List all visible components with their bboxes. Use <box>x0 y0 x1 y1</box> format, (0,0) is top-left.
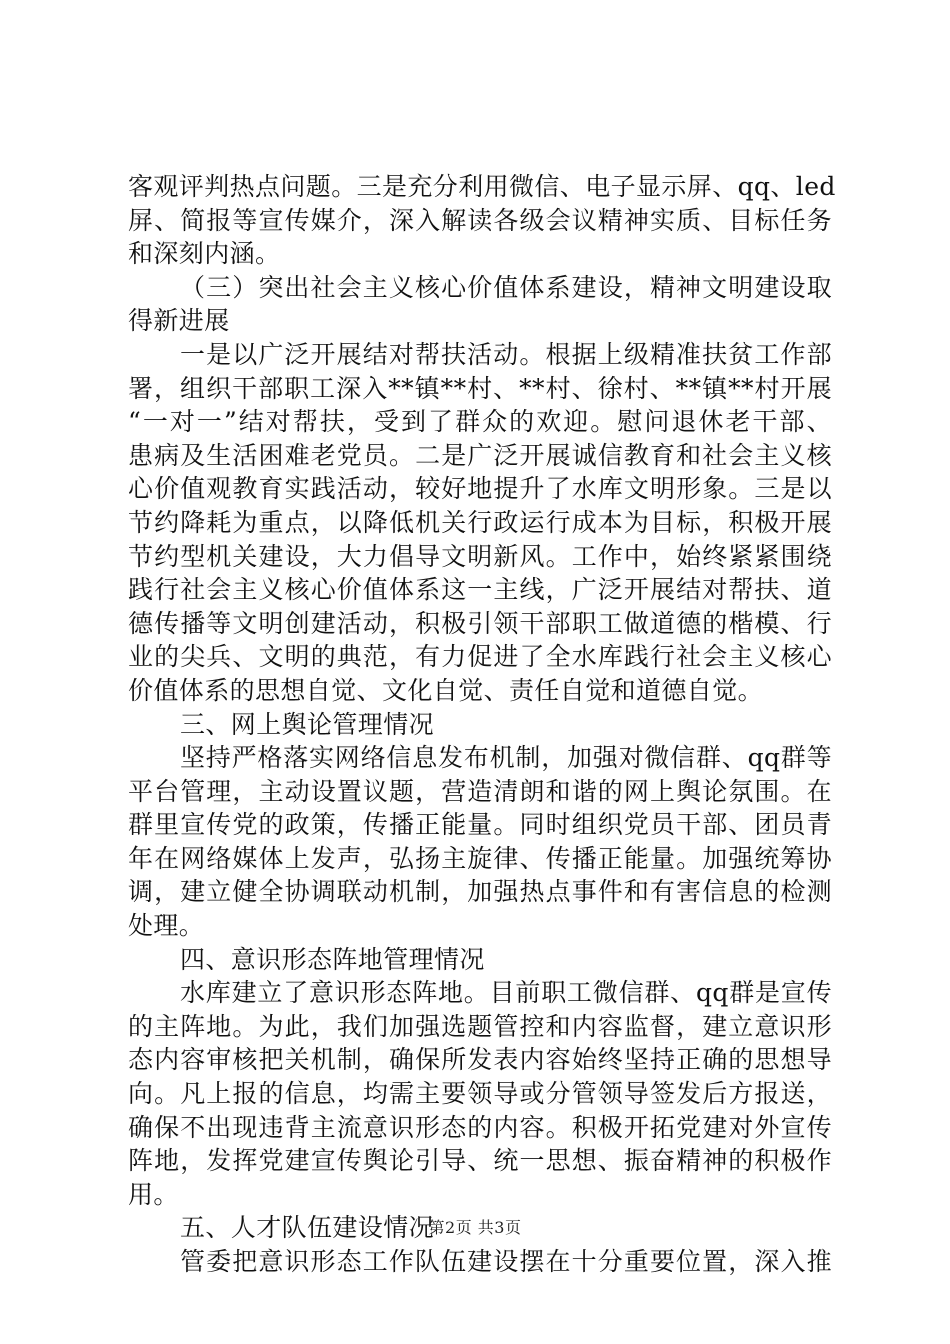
text-line: 节约降耗为重点，以降低机关行政运行成本为目标，积极开展 <box>128 507 832 537</box>
text-line: 德传播等文明创建活动，积极引领干部职工做道德的楷模、行 <box>128 608 832 638</box>
text-line: 阵地，发挥党建宣传舆论引导、统一思想、振奋精神的积极作 <box>128 1146 832 1176</box>
text-line: 和深刻内涵。 <box>128 239 281 269</box>
section-heading: 四、意识形态阵地管理情况 <box>180 944 485 974</box>
text-line: 处理。 <box>128 911 205 941</box>
text-line: 的主阵地。为此，我们加强选题管控和内容监督，建立意识形 <box>128 1011 832 1041</box>
text-line: 心价值观教育实践活动，较好地提升了水库文明形象。三是以 <box>128 474 832 504</box>
text-line: “一对一”结对帮扶，受到了群众的欢迎。慰问退休老干部、 <box>128 407 832 437</box>
text-line: 水库建立了意识形态阵地。目前职工微信群、qq群是宣传 <box>180 978 832 1008</box>
text-line: 坚持严格落实网络信息发布机制，加强对微信群、qq群等 <box>180 743 832 773</box>
text-line: 署，组织干部职工深入**镇**村、**村、徐村、**镇**村开展 <box>128 373 832 403</box>
text-line: 群里宣传党的政策，传播正能量。同时组织党员干部、团员青 <box>128 810 832 840</box>
document-body <box>128 170 836 1279</box>
text-line: 平台管理，主动设置议题，营造清朗和谐的网上舆论氛围。在 <box>128 776 832 806</box>
page-number-footer: 第2页 共3页 <box>428 1218 522 1237</box>
text-line: 调，建立健全协调联动机制，加强热点事件和有害信息的检测 <box>128 877 832 907</box>
text-line: 业的尖兵、文明的典范，有力促进了全水库践行社会主义核心 <box>128 642 832 672</box>
section-heading: （三）突出社会主义核心价值体系建设，精神文明建设取 <box>180 272 832 302</box>
text-line: 客观评判热点问题。三是充分利用微信、电子显示屏、qq、led <box>128 172 836 201</box>
text-line: 患病及生活困难老党员。二是广泛开展诚信教育和社会主义核 <box>128 440 832 470</box>
section-heading: 五、人才队伍建设情况 <box>180 1213 435 1243</box>
text-line: 态内容审核把关机制，确保所发表内容始终坚持正确的思想导 <box>128 1045 832 1075</box>
text-line: 一是以广泛开展结对帮扶活动。根据上级精准扶贫工作部 <box>180 339 832 369</box>
text-line: 用。 <box>128 1179 179 1209</box>
text-line: 价值体系的思想自觉、文化自觉、责任自觉和道德自觉。 <box>128 675 764 705</box>
text-line: 管委把意识形态工作队伍建设摆在十分重要位置，深入推 <box>180 1247 832 1276</box>
text-line: 确保不出现违背主流意识形态的内容。积极开拓党建对外宣传 <box>128 1112 832 1142</box>
text-line: 节约型机关建设，大力倡导文明新风。工作中，始终紧紧围绕 <box>128 541 832 571</box>
section-heading: 得新进展 <box>128 306 230 336</box>
text-line: 向。凡上报的信息，均需主要领导或分管领导签发后方报送， <box>128 1079 832 1109</box>
section-heading: 三、网上舆论管理情况 <box>180 709 435 739</box>
text-line: 践行社会主义核心价值体系这一主线，广泛开展结对帮扶、道 <box>128 575 832 605</box>
text-line: 年在网络媒体上发声，弘扬主旋律、传播正能量。加强统筹协 <box>128 843 832 873</box>
text-line: 屏、简报等宣传媒介，深入解读各级会议精神实质、目标任务 <box>128 205 832 235</box>
